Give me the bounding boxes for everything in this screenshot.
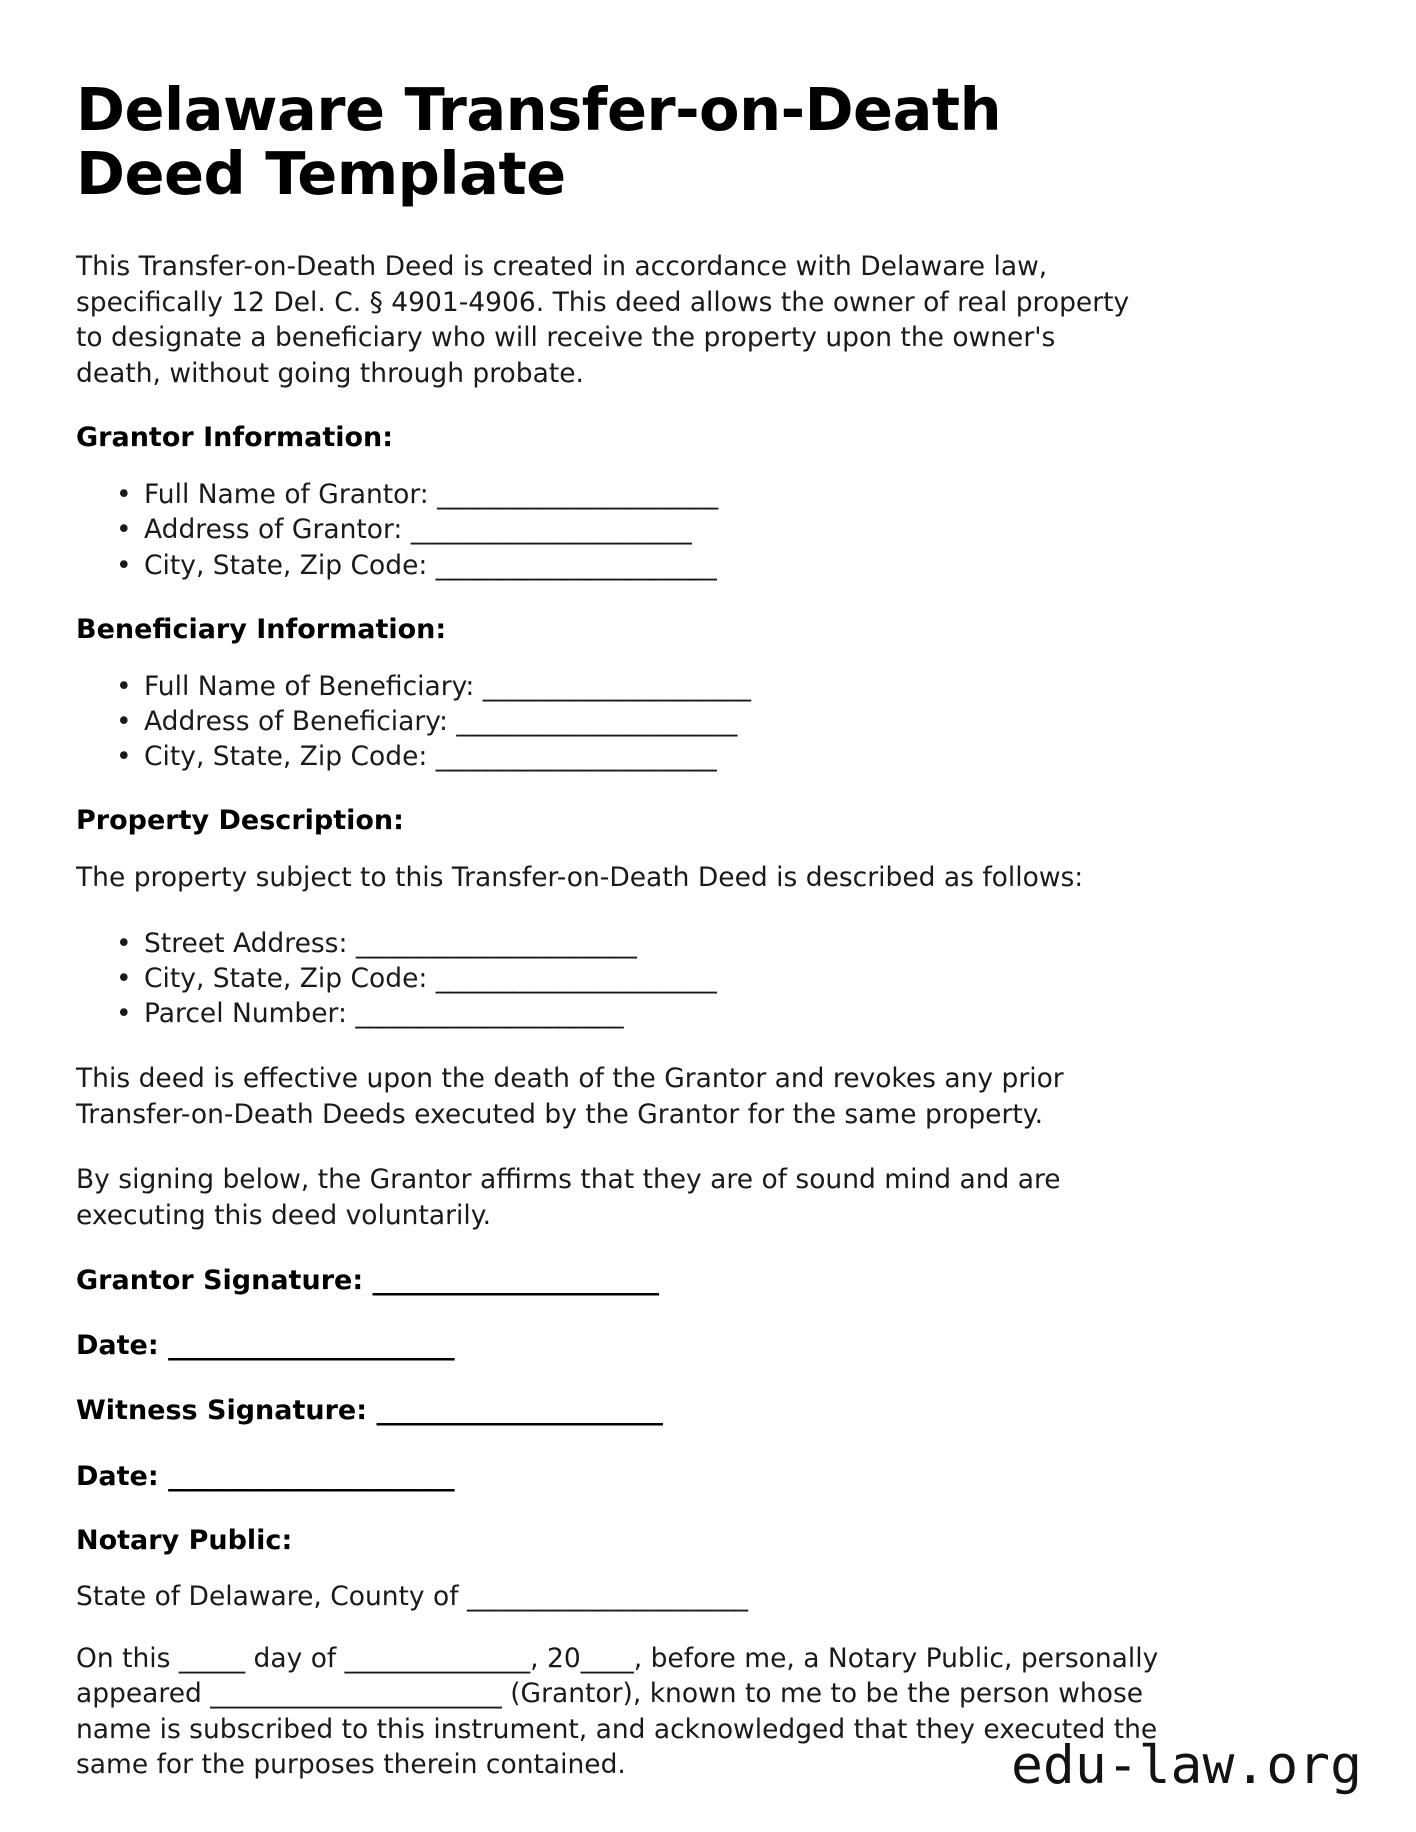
state-county-label: State of Delaware, County of bbox=[76, 1581, 467, 1613]
grantor-date-line bbox=[76, 1328, 1340, 1363]
list-item bbox=[116, 669, 1340, 704]
county-blank[interactable]: ______________________ bbox=[467, 1581, 748, 1613]
intro-paragraph: This Transfer-on-Death Deed is created in accordance with Delaware law, specifically 12 Del. C. § 4901-4906. This deed allows the owner of real property to designate a beneficiary who will receive the property upon the owner's death, without going through probate. bbox=[76, 251, 1130, 389]
field-label: City, State, Zip Code: bbox=[144, 549, 428, 581]
signature-blank[interactable]: ______________________ bbox=[376, 1395, 663, 1427]
list-item bbox=[116, 548, 1340, 583]
field-label: City, State, Zip Code: bbox=[144, 962, 428, 994]
beneficiary-information-heading: Beneficiary Information: bbox=[76, 613, 447, 645]
property-intro-paragraph: The property subject to this Transfer-on-Death Deed is described as follows: bbox=[76, 862, 1084, 894]
notary-state-county-line bbox=[76, 1579, 1161, 1615]
field-blank[interactable]: _____________________ bbox=[355, 998, 624, 1030]
field-blank[interactable]: ______________________ bbox=[435, 549, 717, 581]
signature-blank[interactable]: ______________________ bbox=[168, 1460, 455, 1492]
field-blank[interactable]: ______________________ bbox=[435, 962, 717, 994]
list-item bbox=[116, 739, 1340, 774]
field-blank[interactable]: _____________________ bbox=[482, 670, 751, 702]
field-label: Address of Grantor: bbox=[144, 514, 403, 546]
field-blank[interactable]: ______________________ bbox=[355, 927, 637, 959]
list-item bbox=[116, 512, 1340, 547]
field-label: Full Name of Beneficiary: bbox=[144, 670, 475, 702]
field-label: Address of Beneficiary: bbox=[144, 705, 448, 737]
witness-signature-line bbox=[76, 1393, 1340, 1428]
grantor-field-list bbox=[76, 477, 1340, 583]
field-blank[interactable]: ______________________ bbox=[437, 479, 718, 511]
list-item bbox=[116, 926, 1340, 961]
grantor-signature-line bbox=[76, 1263, 1340, 1298]
property-field-list bbox=[76, 926, 1340, 1032]
page-title: Delaware Transfer-on-Death Deed Template bbox=[76, 75, 1002, 208]
list-item bbox=[116, 704, 1340, 739]
beneficiary-field-list bbox=[76, 669, 1340, 775]
signature-label: Date: bbox=[76, 1460, 159, 1492]
field-blank[interactable]: ______________________ bbox=[410, 514, 692, 546]
field-label: City, State, Zip Code: bbox=[144, 741, 428, 773]
field-label: Parcel Number: bbox=[144, 998, 347, 1030]
grantor-information-heading: Grantor Information: bbox=[76, 422, 394, 454]
field-blank[interactable]: ______________________ bbox=[435, 741, 717, 773]
list-item bbox=[116, 477, 1340, 512]
signature-blank[interactable]: ______________________ bbox=[168, 1330, 455, 1362]
site-watermark: edu-law.org bbox=[1011, 1735, 1362, 1796]
property-description-heading: Property Description: bbox=[76, 805, 404, 837]
field-label: Full Name of Grantor: bbox=[144, 479, 429, 511]
signature-label: Witness Signature: bbox=[76, 1395, 368, 1427]
affirmation-paragraph: By signing below, the Grantor affirms that they are of sound mind and are executing this deed voluntarily. bbox=[76, 1164, 1061, 1231]
signature-label: Date: bbox=[76, 1330, 159, 1362]
list-item bbox=[116, 996, 1340, 1031]
witness-date-line bbox=[76, 1459, 1340, 1494]
signature-blank[interactable]: ______________________ bbox=[372, 1265, 659, 1297]
effect-paragraph: This deed is effective upon the death of the Grantor and revokes any prior Transfer-on-Death Deeds executed by the Grantor for the same property. bbox=[76, 1063, 1064, 1130]
signature-label: Grantor Signature: bbox=[76, 1265, 364, 1297]
field-label: Street Address: bbox=[144, 927, 348, 959]
field-blank[interactable]: ______________________ bbox=[456, 705, 737, 737]
list-item bbox=[116, 961, 1340, 996]
notary-public-heading: Notary Public: bbox=[76, 1524, 293, 1556]
notary-acknowledgment-paragraph: On this _____ day of ______________, 20____, before me, a Notary Public, personally appeared ______________________ (Grantor), known to me to be the person whose name is subscribed to this instrument, and acknowledged that they executed the same for the purposes therein contained. bbox=[76, 1642, 1159, 1781]
